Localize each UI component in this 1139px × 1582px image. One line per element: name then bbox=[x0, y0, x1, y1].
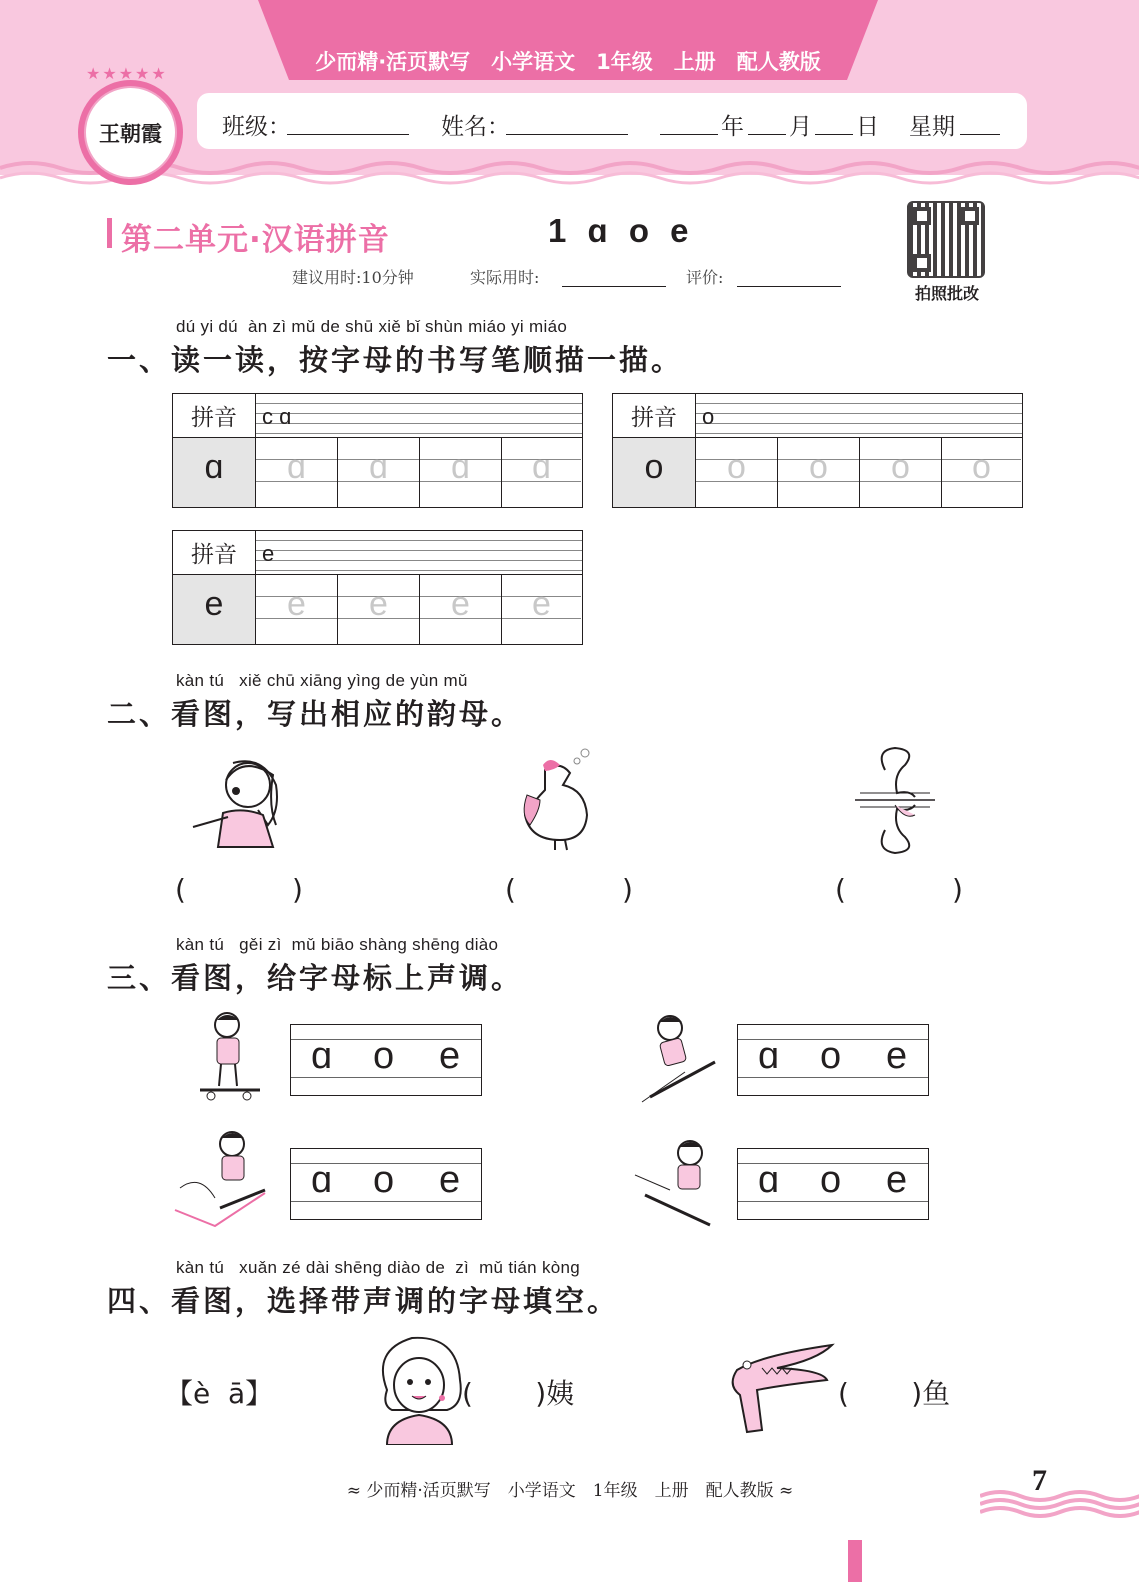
q1-title: 一、读一读，按字母的书写笔顺描一描。 bbox=[107, 343, 684, 377]
stroke-order-lines bbox=[256, 531, 582, 575]
trace-cell[interactable] bbox=[338, 438, 420, 507]
stroke-order-lines bbox=[256, 394, 582, 438]
tone-options: 【è ā】 bbox=[165, 1377, 274, 1410]
class-label: 班级： bbox=[222, 114, 291, 140]
suggest-time: 建议用时:10分钟 bbox=[292, 268, 414, 287]
tone-letter: o bbox=[373, 1035, 395, 1077]
answer-blank[interactable] bbox=[190, 876, 290, 908]
stroke-order: o bbox=[702, 404, 715, 429]
trace-letter: ɑ bbox=[451, 448, 470, 486]
stroke-order-lines bbox=[696, 394, 1022, 438]
rooster-crowing-image bbox=[515, 745, 595, 855]
trace-cell[interactable] bbox=[256, 575, 338, 644]
day-label: 日 bbox=[856, 114, 879, 140]
table-label: 拼音 bbox=[613, 394, 696, 438]
tone-letter: e bbox=[886, 1035, 908, 1077]
q3-pinyin: kàn tú gěi zì mǔ biāo shàng shēng diào bbox=[176, 935, 499, 954]
footer-wave bbox=[980, 1488, 1139, 1518]
trace-letter: ɑ bbox=[532, 448, 551, 486]
logo-text: 王朝霞 bbox=[99, 120, 162, 146]
logo bbox=[78, 80, 183, 185]
trace-cell[interactable] bbox=[860, 438, 942, 507]
logo-stars-icon: ★★★★★ bbox=[86, 64, 168, 83]
answer-paren-close: ) bbox=[952, 873, 963, 906]
fill-blank-aunt[interactable]: ( )姨 bbox=[462, 1377, 575, 1410]
fill-blank-fish[interactable]: ( )鱼 bbox=[838, 1377, 951, 1410]
trace-cell[interactable] bbox=[338, 575, 420, 644]
auntie-image bbox=[372, 1330, 464, 1445]
trace-letter: ɑ bbox=[369, 448, 388, 486]
unit-marker bbox=[107, 218, 112, 248]
model-letter-cell bbox=[173, 575, 256, 644]
q2-title: 二、看图，写出相应的韵母。 bbox=[107, 697, 524, 731]
tone-box-1[interactable] bbox=[290, 1024, 482, 1096]
table-label: 拼音 bbox=[173, 394, 256, 438]
trace-letter: e bbox=[451, 585, 470, 623]
footer-text: ≈ 少而精·活页默写 小学语文 1年级 上册 配人教版 ≈ bbox=[346, 1481, 794, 1501]
skater-downhill-image bbox=[630, 1135, 725, 1230]
trace-cell[interactable] bbox=[256, 438, 338, 507]
trace-cell[interactable] bbox=[696, 438, 778, 507]
q4-title: 四、看图，选择带声调的字母填空。 bbox=[107, 1284, 620, 1318]
tone-box-2[interactable] bbox=[737, 1024, 929, 1096]
evaluation-label: 评价: bbox=[686, 268, 724, 287]
tone-letter: o bbox=[820, 1159, 842, 1201]
q1-pinyin: dú yi dú àn zì mǔ de shū xiě bǐ shùn miáo yi miáo bbox=[176, 317, 568, 336]
tone-letter: e bbox=[439, 1035, 461, 1077]
goose-reflection-image bbox=[855, 745, 935, 857]
actual-time-label: 实际用时: bbox=[470, 268, 540, 287]
qr-caption: 拍照批改 bbox=[914, 284, 979, 303]
answer-paren-open: ( bbox=[505, 873, 516, 906]
tone-letter: e bbox=[886, 1159, 908, 1201]
model-letter: o bbox=[644, 448, 664, 486]
series-title: 少而精·活页默写 小学语文 1年级 上册 配人教版 bbox=[315, 50, 821, 74]
tracing-table-e bbox=[172, 530, 583, 645]
tone-box-3[interactable] bbox=[290, 1148, 482, 1220]
stroke-order: c ɑ bbox=[262, 404, 292, 429]
unit-title: 第二单元·汉语拼音 bbox=[121, 222, 390, 258]
weekday-label: 星期 bbox=[909, 114, 955, 140]
trace-letter: o bbox=[727, 448, 746, 486]
stroke-order: e bbox=[262, 541, 275, 566]
name-field[interactable] bbox=[506, 134, 628, 135]
trace-letter: e bbox=[369, 585, 388, 623]
trace-cell[interactable] bbox=[502, 575, 581, 644]
answer-paren-close: ) bbox=[292, 873, 303, 906]
q3-title: 三、看图，给字母标上声调。 bbox=[107, 961, 524, 995]
model-letter-cell bbox=[613, 438, 696, 507]
tone-letter: o bbox=[373, 1159, 395, 1201]
trace-cell[interactable] bbox=[420, 438, 502, 507]
tracing-table-o bbox=[612, 393, 1023, 508]
trace-letter: o bbox=[972, 448, 991, 486]
year-field[interactable] bbox=[660, 134, 718, 135]
actual-time-field[interactable] bbox=[562, 286, 666, 287]
tone-letter: ɑ bbox=[311, 1159, 333, 1201]
page-number: 7 bbox=[1032, 1464, 1047, 1497]
day-field[interactable] bbox=[815, 134, 853, 135]
weekday-field[interactable] bbox=[960, 134, 1000, 135]
name-label: 姓名： bbox=[441, 114, 510, 140]
month-field[interactable] bbox=[748, 134, 786, 135]
trace-cell[interactable] bbox=[502, 438, 581, 507]
model-letter-cell bbox=[173, 438, 256, 507]
tone-letter: o bbox=[820, 1035, 842, 1077]
lesson-title: 1 ɑ o e bbox=[548, 212, 695, 249]
trace-letter: o bbox=[891, 448, 910, 486]
trace-letter: ɑ bbox=[287, 448, 306, 486]
tone-box-4[interactable] bbox=[737, 1148, 929, 1220]
page-edge-tab bbox=[848, 1540, 862, 1582]
trace-letter: o bbox=[809, 448, 828, 486]
q2-pinyin: kàn tú xiě chū xiāng yìng de yùn mǔ bbox=[176, 671, 468, 690]
evaluation-field[interactable] bbox=[737, 286, 841, 287]
tracing-table-a bbox=[172, 393, 583, 508]
model-letter: ɑ bbox=[204, 448, 224, 486]
trace-letter: e bbox=[287, 585, 306, 623]
class-field[interactable] bbox=[287, 134, 409, 135]
answer-paren-close: ) bbox=[622, 873, 633, 906]
model-letter: e bbox=[204, 585, 224, 623]
year-label: 年 bbox=[721, 114, 744, 140]
trace-letter: e bbox=[532, 585, 551, 623]
tone-letter: e bbox=[439, 1159, 461, 1201]
skater-valley-image bbox=[170, 1128, 270, 1228]
skater-uphill-image bbox=[640, 1012, 720, 1104]
skater-flat-image bbox=[195, 1010, 265, 1102]
answer-paren-open: ( bbox=[835, 873, 846, 906]
qr-code-icon[interactable] bbox=[907, 201, 985, 278]
table-label: 拼音 bbox=[173, 531, 256, 575]
month-label: 月 bbox=[789, 114, 812, 140]
trace-cell[interactable] bbox=[778, 438, 860, 507]
crocodile-image bbox=[722, 1340, 837, 1435]
tone-letter: ɑ bbox=[758, 1035, 780, 1077]
q4-pinyin: kàn tú xuǎn zé dài shēng diào de zì mǔ tián kòng bbox=[176, 1258, 581, 1277]
trace-cell[interactable] bbox=[420, 575, 502, 644]
girl-singing-image bbox=[188, 755, 288, 850]
answer-paren-open: ( bbox=[175, 873, 186, 906]
answer-blank[interactable] bbox=[520, 876, 620, 908]
answer-blank[interactable] bbox=[850, 876, 950, 908]
trace-cell[interactable] bbox=[942, 438, 1021, 507]
tone-letter: ɑ bbox=[311, 1035, 333, 1077]
tone-letter: ɑ bbox=[758, 1159, 780, 1201]
info-bar bbox=[197, 93, 1027, 149]
